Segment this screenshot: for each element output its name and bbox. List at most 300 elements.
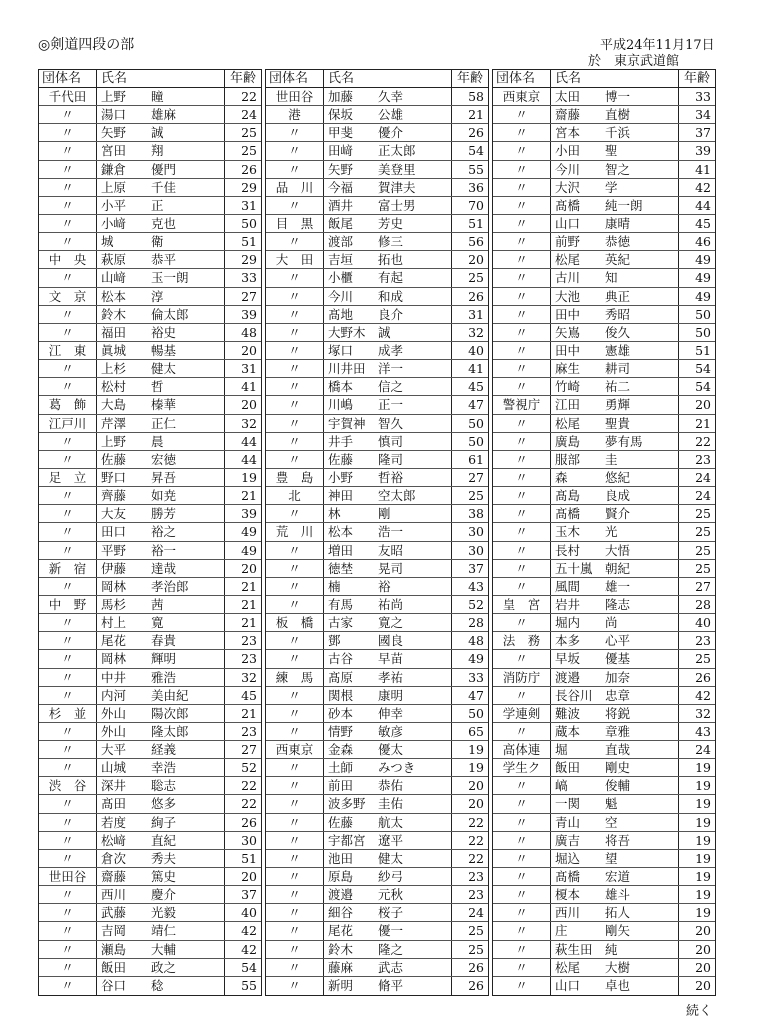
name-cell: 尾花 優一 [324,922,452,939]
table-row [493,977,715,995]
age-cell: 33 [468,669,484,685]
table-row [39,959,261,977]
group-cell: 〃 [39,614,97,631]
age-cell: 41 [241,379,257,395]
table-row [39,868,261,886]
age-cell: 25 [695,651,711,667]
group-cell: 〃 [493,886,551,903]
name-cell: 矢嶌 俊久 [551,324,679,341]
table-row [266,777,488,795]
name-cell: 飯尾 芳史 [324,215,452,232]
table-row [39,795,261,813]
group-cell: 〃 [266,269,324,286]
table-row [493,868,715,886]
table-row [266,904,488,922]
table-row [39,542,261,560]
age-cell: 52 [241,760,257,776]
age-cell: 37 [695,125,711,141]
table-row [493,777,715,795]
table-row [39,451,261,469]
table-row [266,324,488,342]
group-cell: 〃 [39,324,97,341]
table-row [266,632,488,650]
name-cell: 田中 秀昭 [551,306,679,323]
name-cell: 佐藤 宏徳 [97,451,225,468]
name-cell: 徳埜 晃司 [324,560,452,577]
table-row [266,451,488,469]
group-cell: 〃 [493,288,551,305]
table-row [493,850,715,868]
name-cell: 楠 裕 [324,578,452,595]
name-cell: 小田 聖 [551,142,679,159]
name-cell: 鈴木 隆之 [324,941,452,958]
group-cell: 〃 [493,922,551,939]
table-row [266,578,488,596]
group-cell: 〃 [39,687,97,704]
group-cell: 法 務 [493,632,551,649]
group-cell: 〃 [493,795,551,812]
group-cell: 〃 [266,161,324,178]
table-row [39,88,261,106]
age-cell: 23 [468,869,484,885]
table-row [266,542,488,560]
table-row [266,161,488,179]
age-cell: 24 [241,107,257,123]
name-cell: 小櫃 有起 [324,269,452,286]
group-cell: 〃 [266,650,324,667]
name-cell: 眞城 暢基 [97,342,225,359]
group-cell: 〃 [266,288,324,305]
age-cell: 31 [468,306,484,322]
table-row [266,142,488,160]
table-row [493,433,715,451]
age-cell: 49 [695,270,711,286]
table-row [39,814,261,832]
group-cell: 〃 [39,142,97,159]
age-cell: 42 [241,941,257,957]
age-cell: 22 [241,778,257,794]
group-cell: 〃 [493,523,551,540]
group-cell: 板 橋 [266,614,324,631]
group-cell: 〃 [493,197,551,214]
table-row [39,233,261,251]
table-row [39,505,261,523]
group-cell: 〃 [266,560,324,577]
name-cell: 渡部 修三 [324,233,452,250]
group-cell: 〃 [39,959,97,976]
group-cell: 〃 [266,723,324,740]
age-cell: 70 [468,197,484,213]
table-row [266,650,488,668]
table-row [493,360,715,378]
group-cell: 〃 [266,306,324,323]
table-row [493,705,715,723]
name-cell: 西川 慶介 [97,886,225,903]
group-cell: 高体連 [493,741,551,758]
group-cell: 〃 [493,251,551,268]
age-cell: 25 [468,923,484,939]
table-row [493,542,715,560]
name-cell: 麻生 耕司 [551,360,679,377]
group-cell: 〃 [266,904,324,921]
group-cell: 〃 [266,850,324,867]
age-cell: 37 [241,887,257,903]
table-row [39,306,261,324]
group-cell: 〃 [39,161,97,178]
table-row [493,469,715,487]
table-row [493,723,715,741]
name-cell: 村上 寛 [97,614,225,631]
group-cell: 学連剣 [493,705,551,722]
table-row [493,904,715,922]
age-cell: 24 [695,742,711,758]
group-cell: 〃 [493,542,551,559]
group-cell: 〃 [493,868,551,885]
name-cell: 風間 雄一 [551,578,679,595]
table-row [493,523,715,541]
name-cell: 上杉 健太 [97,360,225,377]
group-cell: 〃 [39,650,97,667]
table-row [39,922,261,940]
name-cell: 萩原 恭平 [97,251,225,268]
name-cell: 鄧 國良 [324,632,452,649]
age-cell: 42 [241,923,257,939]
age-cell: 50 [468,705,484,721]
age-cell: 22 [241,796,257,812]
table-row [266,523,488,541]
group-cell: 〃 [493,505,551,522]
group-cell: 〃 [493,560,551,577]
name-cell: 神田 空太郎 [324,487,452,504]
age-cell: 27 [241,742,257,758]
name-cell: 飯田 政之 [97,959,225,976]
name-cell: 山口 康晴 [551,215,679,232]
table-row [266,959,488,977]
name-cell: 大沢 学 [551,179,679,196]
group-cell: 〃 [493,324,551,341]
name-cell: 塚口 成孝 [324,342,452,359]
age-cell: 34 [695,107,711,123]
table-row [493,215,715,233]
group-cell: 〃 [39,578,97,595]
name-cell: 早坂 優基 [551,650,679,667]
age-cell: 44 [695,197,711,213]
table-row [39,560,261,578]
age-cell: 26 [468,959,484,975]
table-row [39,669,261,687]
table-row [493,886,715,904]
table-row [39,596,261,614]
name-cell: 髙島 良成 [551,487,679,504]
name-cell: 城 衛 [97,233,225,250]
age-cell: 19 [695,814,711,830]
group-cell: 〃 [39,886,97,903]
age-cell: 22 [695,433,711,449]
table-row [39,396,261,414]
age-cell: 41 [468,361,484,377]
age-cell: 20 [695,941,711,957]
name-cell: 湯口 雄麻 [97,106,225,123]
age-cell: 22 [241,89,257,104]
name-cell: 一関 魁 [551,795,679,812]
name-cell: 長村 大悟 [551,542,679,559]
age-cell: 25 [241,143,257,159]
name-cell: 服部 圭 [551,451,679,468]
name-cell: 青山 空 [551,814,679,831]
name-cell: 増田 友昭 [324,542,452,559]
name-cell: 竹崎 祐二 [551,378,679,395]
table-row [39,578,261,596]
table-header [493,70,715,88]
age-cell: 21 [241,596,257,612]
age-cell: 23 [468,887,484,903]
table-row [266,306,488,324]
age-cell: 20 [468,252,484,268]
name-cell: 渡邉 加奈 [551,669,679,686]
group-cell: 〃 [493,941,551,958]
group-cell: 練 馬 [266,669,324,686]
name-cell: 今川 和成 [324,288,452,305]
group-cell: 〃 [39,106,97,123]
name-cell: 太田 博一 [551,88,679,105]
age-cell: 26 [468,977,484,993]
name-cell: 若度 絢子 [97,814,225,831]
group-cell: 〃 [266,759,324,776]
table-row [493,922,715,940]
age-cell: 23 [241,633,257,649]
name-cell: 山﨑 玉一朗 [97,269,225,286]
age-cell: 20 [241,869,257,885]
table-row [493,342,715,360]
group-cell: 〃 [493,614,551,631]
table-row [39,215,261,233]
table-row [493,451,715,469]
group-cell: 〃 [266,505,324,522]
table-row [39,904,261,922]
name-cell: 渡邉 元秋 [324,886,452,903]
table-row [493,759,715,777]
age-cell: 50 [468,433,484,449]
group-cell: 〃 [266,832,324,849]
name-cell: 五十嵐 朝紀 [551,560,679,577]
group-cell: 〃 [39,269,97,286]
age-cell: 27 [695,578,711,594]
age-cell: 42 [695,179,711,195]
name-cell: 上野 瞳 [97,88,225,105]
group-cell: 〃 [266,378,324,395]
age-cell: 24 [468,905,484,921]
age-cell: 48 [468,633,484,649]
table-row [493,614,715,632]
age-cell: 47 [468,397,484,413]
table-row [493,560,715,578]
name-cell: 関根 康明 [324,687,452,704]
group-cell: 中 央 [39,251,97,268]
table-row [266,415,488,433]
name-cell: 井手 慎司 [324,433,452,450]
group-cell: 〃 [266,342,324,359]
group-cell: 〃 [266,542,324,559]
age-cell: 39 [695,143,711,159]
age-cell: 50 [695,324,711,340]
name-cell: 川井田 洋一 [324,360,452,377]
age-cell: 50 [468,415,484,431]
table-row [493,306,715,324]
roster-table-3 [492,69,716,996]
header-age: 年齢 [683,71,710,86]
table-row [39,251,261,269]
age-cell: 25 [695,560,711,576]
name-cell: 髙地 良介 [324,306,452,323]
header-age: 年齢 [229,71,256,86]
table-row [493,324,715,342]
table-row [493,415,715,433]
name-cell: 宮田 翔 [97,142,225,159]
name-cell: 上野 晨 [97,433,225,450]
age-cell: 31 [241,197,257,213]
name-cell: 堀 直哉 [551,741,679,758]
name-cell: 川嶋 正一 [324,396,452,413]
group-cell: 〃 [266,596,324,613]
age-cell: 19 [695,760,711,776]
name-cell: 松本 淳 [97,288,225,305]
name-cell: 齋藤 篤史 [97,868,225,885]
table-row [266,88,488,106]
group-cell: 〃 [39,632,97,649]
table-row [493,741,715,759]
table-row [493,142,715,160]
age-cell: 51 [241,850,257,866]
table-row [266,269,488,287]
age-cell: 40 [695,615,711,631]
age-cell: 43 [468,578,484,594]
group-cell: 〃 [39,904,97,921]
table-row [39,487,261,505]
name-cell: 中井 雅浩 [97,669,225,686]
name-cell: 前田 恭佑 [324,777,452,794]
table-row [266,922,488,940]
name-cell: 深井 聡志 [97,777,225,794]
age-cell: 51 [241,234,257,250]
age-cell: 30 [241,832,257,848]
age-cell: 32 [241,415,257,431]
name-cell: 堀込 望 [551,850,679,867]
table-row [39,342,261,360]
age-cell: 19 [241,469,257,485]
group-cell: 〃 [39,360,97,377]
group-cell: 北 [266,487,324,504]
group-cell: 〃 [39,179,97,196]
table-row [493,288,715,306]
group-cell: 〃 [39,669,97,686]
table-row [266,705,488,723]
name-cell: 平野 裕一 [97,542,225,559]
name-cell: 宇都宮 遼平 [324,832,452,849]
name-cell: 岡林 輝明 [97,650,225,667]
table-row [266,850,488,868]
group-cell: 〃 [493,723,551,740]
age-cell: 19 [695,832,711,848]
name-cell: 吉垣 拓也 [324,251,452,268]
age-cell: 33 [241,270,257,286]
name-cell: 細谷 桜子 [324,904,452,921]
name-cell: 髙橋 賢介 [551,505,679,522]
group-cell: 文 京 [39,288,97,305]
age-cell: 20 [695,959,711,975]
group-cell: 〃 [266,197,324,214]
group-cell: 〃 [39,215,97,232]
table-row [266,723,488,741]
group-cell: 〃 [266,632,324,649]
table-row [39,723,261,741]
group-cell: 〃 [39,306,97,323]
group-cell: 〃 [493,814,551,831]
table-row [493,124,715,142]
table-row [266,487,488,505]
name-cell: 鎌倉 優門 [97,161,225,178]
group-cell: 〃 [493,378,551,395]
name-cell: 佐藤 航太 [324,814,452,831]
age-cell: 36 [468,179,484,195]
name-cell: 谷口 稔 [97,977,225,995]
table-row [493,251,715,269]
table-row [266,759,488,777]
name-cell: 酒井 富士男 [324,197,452,214]
name-cell: 江田 勇輝 [551,396,679,413]
age-cell: 51 [468,215,484,231]
name-cell: 内河 美由紀 [97,687,225,704]
group-cell: 〃 [266,396,324,413]
age-cell: 44 [241,451,257,467]
table-row [39,142,261,160]
table-row [266,215,488,233]
age-cell: 51 [695,342,711,358]
table-row [39,777,261,795]
name-cell: 大友 勝芳 [97,505,225,522]
group-cell: 〃 [39,233,97,250]
name-cell: 橋本 信之 [324,378,452,395]
age-cell: 20 [241,342,257,358]
age-cell: 55 [468,161,484,177]
header-group: 団体名 [266,70,324,87]
name-cell: 加藤 久幸 [324,88,452,105]
table-row [493,197,715,215]
name-cell: 芹澤 正仁 [97,415,225,432]
age-cell: 49 [695,252,711,268]
table-row [266,560,488,578]
roster-table-1 [38,69,262,996]
name-cell: 松本 浩一 [324,523,452,540]
table-row [39,360,261,378]
age-cell: 20 [468,796,484,812]
event-venue: 於 東京武道館 [588,54,680,69]
table-row [266,342,488,360]
age-cell: 65 [468,723,484,739]
age-cell: 21 [241,488,257,504]
age-cell: 20 [241,397,257,413]
table-row [39,650,261,668]
table-row [39,614,261,632]
age-cell: 28 [468,615,484,631]
group-cell: 〃 [493,777,551,794]
group-cell: 〃 [493,687,551,704]
group-cell: 〃 [266,415,324,432]
group-cell: 〃 [266,922,324,939]
age-cell: 37 [468,560,484,576]
age-cell: 54 [241,959,257,975]
name-cell: 髙橋 宏道 [551,868,679,885]
group-cell: 〃 [39,759,97,776]
